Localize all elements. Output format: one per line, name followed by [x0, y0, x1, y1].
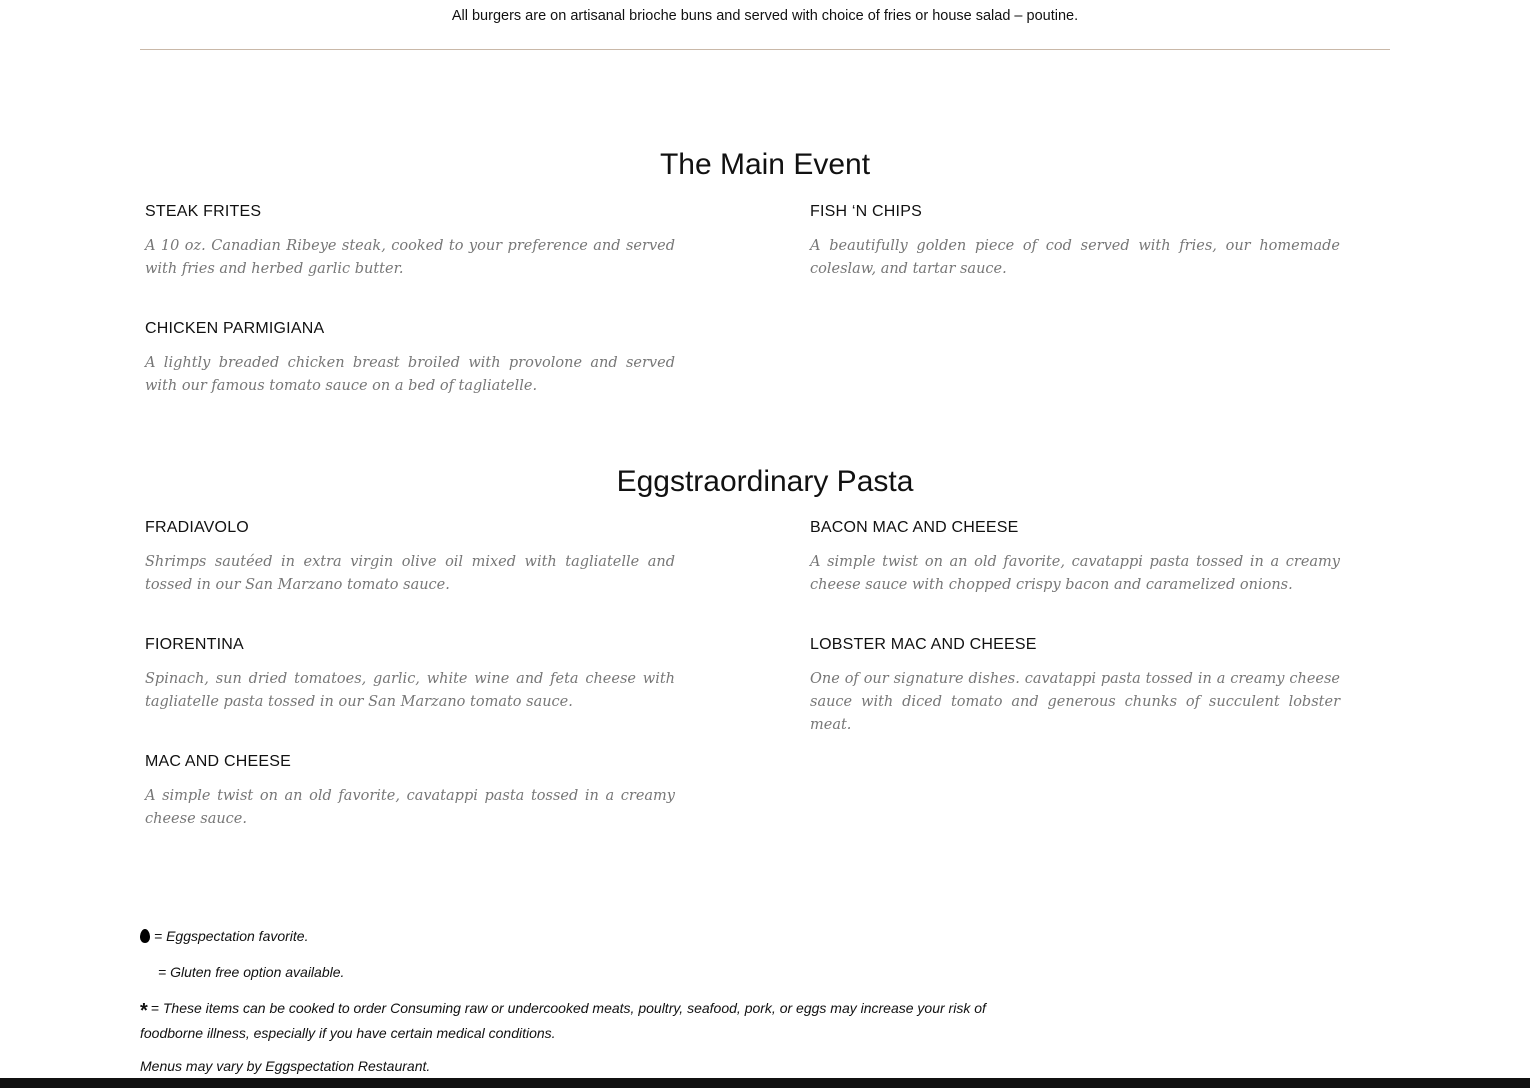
legend-gluten-text: = Gluten free option available. — [158, 964, 345, 980]
menu-item-description: A beautifully golden piece of cod served with fries, our homemade coleslaw, and tartar sauce. — [810, 238, 1340, 277]
menu-item-fradiavolo — [145, 519, 675, 597]
menu-item-name: MAC AND CHEESE — [145, 753, 291, 770]
legend-egg — [140, 925, 990, 947]
menu-item-steak-frites — [145, 203, 675, 281]
egg-icon — [140, 929, 150, 943]
menu-item-name: LOBSTER MAC AND CHEESE — [810, 636, 1037, 653]
menu-item-description: A 10 oz. Canadian Ribeye steak, cooked to your preference and served with fries and herbed garlic butter. — [145, 238, 675, 277]
menu-item-description: A lightly breaded chicken breast broiled with provolone and served with our famous tomato sauce on a bed of tagliatelle. — [145, 355, 675, 394]
asterisk-icon: * — [140, 1000, 148, 1022]
legend-asterisk — [140, 997, 990, 1044]
section-title-main-event: The Main Event — [659, 148, 871, 181]
menu-item-name: FISH ‘N CHIPS — [810, 203, 922, 220]
legend-asterisk-text: = These items can be cooked to order Consuming raw or undercooked meats, poultry, seafood, pork, or eggs may increase your risk of foodborne illness, especially if you have certain medical conditions. — [140, 1000, 986, 1041]
menu-item-name: STEAK FRITES — [145, 203, 262, 220]
menu-item-name: BACON MAC AND CHEESE — [810, 519, 1019, 536]
menu-item-chicken-parmigiana — [145, 320, 675, 398]
menu-item-description: A simple twist on an old favorite, cavatappi pasta tossed in a creamy cheese sauce. — [145, 788, 675, 827]
legend-gluten — [140, 961, 990, 983]
burger-note: All burgers are on artisanal brioche buns and served with choice of fries or house salad – poutine. — [451, 8, 1079, 24]
legend-egg-text: = Eggspectation favorite. — [154, 928, 309, 944]
section-title-pasta: Eggstraordinary Pasta — [616, 465, 914, 498]
menu-item-fish-n-chips — [810, 203, 1340, 281]
menu-variation-note: Menus may vary by Eggspectation Restaurant. — [140, 1058, 431, 1074]
menu-item-bacon-mac-and-cheese — [810, 519, 1340, 597]
menu-item-fiorentina — [145, 636, 675, 714]
menu-item-lobster-mac-and-cheese — [810, 636, 1340, 737]
menu-item-mac-and-cheese — [145, 753, 675, 831]
menu-item-name: FIORENTINA — [145, 636, 244, 653]
menu-item-name: FRADIAVOLO — [145, 519, 249, 536]
gluten-free-icon — [144, 963, 158, 977]
menu-item-name: CHICKEN PARMIGIANA — [145, 320, 325, 337]
menu-item-description: Shrimps sautéed in extra virgin olive oil mixed with tagliatelle and tossed in our San Marzano tomato sauce. — [145, 554, 675, 593]
menu-item-description: Spinach, sun dried tomatoes, garlic, white wine and feta cheese with tagliatelle pasta tossed in our San Marzano tomato sauce. — [145, 671, 675, 710]
menu-item-description: A simple twist on an old favorite, cavatappi pasta tossed in a creamy cheese sauce with chopped crispy bacon and caramelized onions. — [810, 554, 1340, 593]
footer-bar — [0, 1078, 1530, 1088]
divider — [140, 49, 1390, 50]
menu-item-description: One of our signature dishes. cavatappi pasta tossed in a creamy cheese sauce with diced tomato and generous chunks of succulent lobster meat. — [810, 671, 1340, 733]
